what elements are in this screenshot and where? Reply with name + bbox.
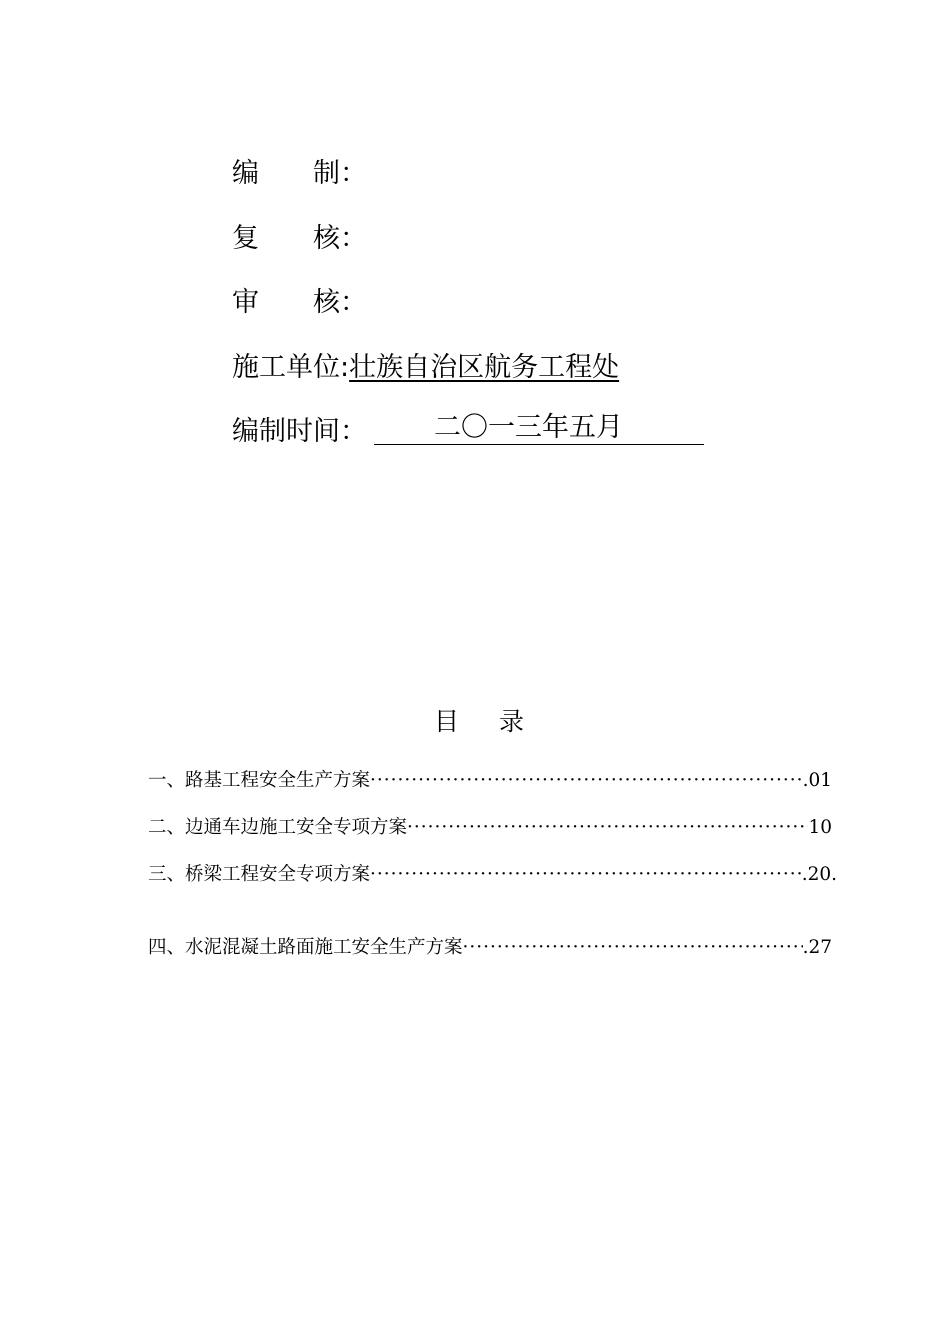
toc-item[interactable] [148,935,832,961]
toc-item[interactable] [148,815,832,841]
compiled-by-line [232,158,367,190]
toc-item-label: 三、桥梁工程安全专项方案 [148,864,371,885]
approved-by-line [232,287,367,319]
toc-item-label: 二、边通车边施工安全专项方案 [148,817,408,838]
construction-unit-line [232,352,619,384]
toc-leader-dots [407,815,808,841]
toc-item-label: 一、路基工程安全生产方案 [148,770,371,791]
reviewed-by-line [232,223,367,255]
toc-item-page: .01 [802,770,832,791]
toc-item-label: 四、水泥混凝土路面施工安全生产方案 [148,937,463,958]
toc-title: 目录 [433,707,564,736]
toc-leader-dots [370,768,803,794]
compile-date-label: 编制时间： [232,416,367,447]
construction-unit-label: 施工单位: [232,352,350,383]
toc-item-page: 10 [808,817,832,838]
toc-item-page: .27 [802,937,832,958]
approved-by-label: 审 核： [232,287,367,318]
compile-date-field [374,406,704,445]
construction-unit-value: 壮族自治区航务工程处 [349,352,620,383]
toc-item[interactable] [148,862,837,888]
compile-date-line [232,416,367,448]
toc-leader-dots [370,862,802,888]
toc-item-page: .20. [801,864,837,885]
compile-date-value: 二〇一三年五月 [434,412,623,443]
reviewed-by-label: 复 核： [232,223,367,254]
toc-item[interactable] [148,768,832,794]
toc-leader-dots [463,935,803,961]
compiled-by-label: 编 制： [232,158,367,189]
